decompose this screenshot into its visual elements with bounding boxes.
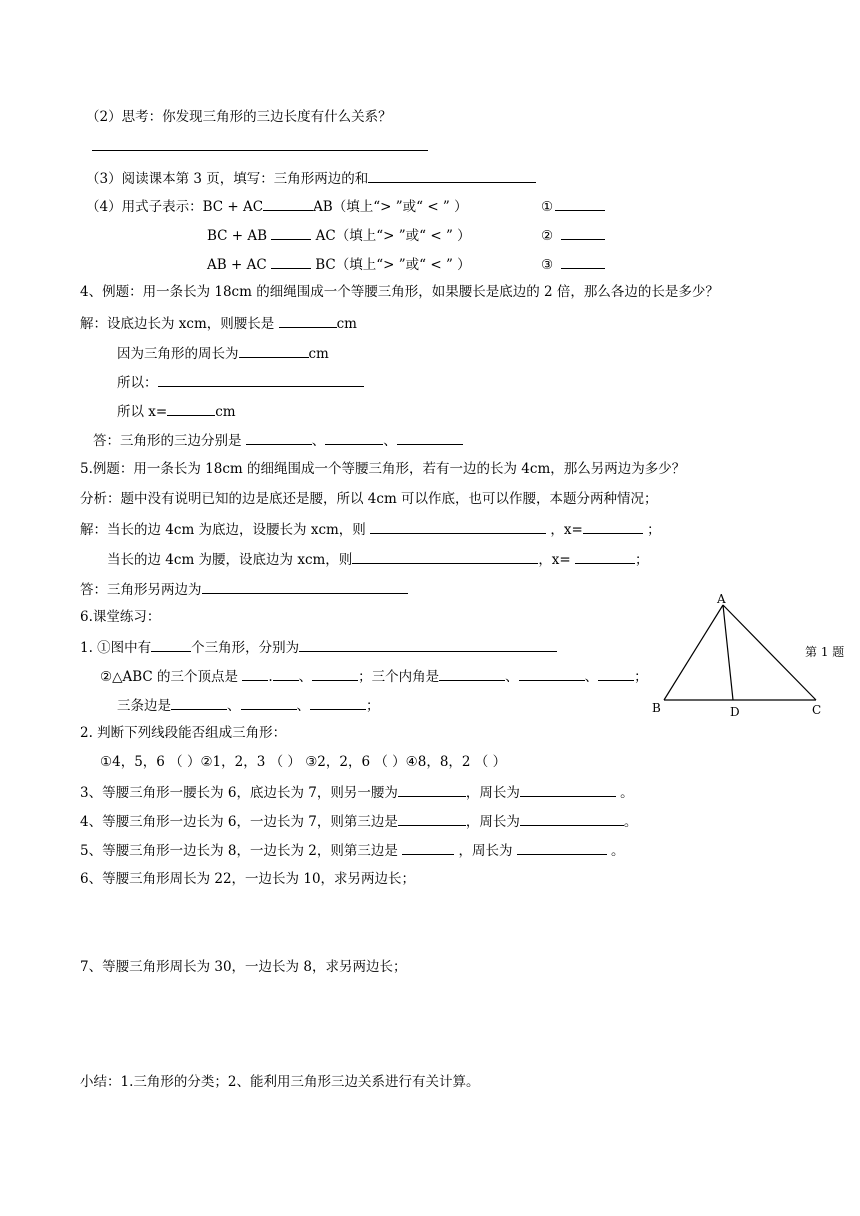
blank: [520, 811, 624, 826]
segment-ad: [723, 605, 733, 700]
blank: [273, 666, 299, 681]
dot: .: [268, 669, 273, 685]
x-text: 所以 x=: [117, 404, 168, 420]
blank: [520, 782, 616, 797]
hint-text: BC（填上“> ”或“ < ” ）: [315, 257, 471, 273]
period: 。: [623, 814, 638, 830]
unit-text: cm: [336, 316, 357, 332]
blank: [271, 225, 311, 240]
expr-text: BC + AB: [207, 228, 268, 244]
separator: 、: [383, 433, 397, 449]
figure-caption: 第 1 题: [805, 645, 845, 659]
blank: [312, 666, 358, 681]
answer-5-line: [80, 579, 408, 599]
circled-1-row: [541, 196, 605, 216]
blank: [402, 840, 454, 855]
solution-text: 解：设底边长为 xcm，则腰长是: [80, 316, 275, 332]
practice-1-line: [80, 637, 557, 657]
example-4-prompt: 4、例题：用一条长为 18cm 的细绳围成一个等腰三角形，如果腰长是底边的 2 倍，那么各边的长是多少？: [80, 284, 719, 300]
expr-text: （4）用式子表示：BC + AC: [86, 199, 264, 215]
case-base-line: [80, 519, 661, 539]
blank: [561, 225, 605, 240]
blank: [583, 519, 643, 534]
blank: [517, 840, 607, 855]
example-5-prompt: 5.例题：用一条长为 18cm 的细绳围成一个等腰三角形，若有一边的长为 4cm，那么另两边为多少？: [80, 461, 686, 477]
practice-6-line: 6、等腰三角形周长为 22，一边长为 10，求另两边长；: [80, 871, 416, 887]
expr-text: AB + AC: [207, 257, 267, 273]
separator: 、: [505, 669, 519, 685]
hint-text: AC（填上“> ”或“ < ” ）: [315, 228, 471, 244]
practice-text: 3、等腰三角形一腰长为 6，底边长为 7，则另一腰为: [80, 785, 398, 801]
sides-text: 三条边是: [117, 698, 171, 714]
blank: [158, 372, 364, 387]
x-value-line: [117, 401, 236, 421]
period: 。: [620, 785, 634, 801]
practice-1c-line: [117, 695, 380, 715]
practice-4-line: [80, 811, 637, 831]
question-2-think: （2）思考：你发现三角形的三边长度有什么关系？: [86, 109, 392, 125]
practice-5-line: [80, 840, 625, 860]
separator: 、: [298, 669, 313, 685]
blank: [279, 313, 337, 328]
unit-text: cm: [308, 346, 329, 362]
separator: 、: [584, 669, 599, 685]
blank: [439, 666, 505, 681]
blank: [519, 666, 585, 681]
semicolon: ；: [634, 669, 648, 685]
inequality-row-2: [207, 225, 471, 245]
blank: [242, 666, 268, 681]
separator: 、: [227, 698, 241, 714]
vertex-c-label: C: [812, 703, 822, 717]
blank: [239, 343, 309, 358]
blank: [202, 579, 408, 594]
blank: [271, 254, 311, 269]
semicolon: ；: [635, 552, 649, 568]
answer-text: 答：三角形的三边分别是: [93, 433, 242, 449]
perimeter-text: 因为三角形的周长为: [117, 346, 239, 362]
semicolon: ；: [366, 698, 380, 714]
point-d-label: D: [730, 705, 740, 719]
case-text: 当长的边 4cm 为腰，设底边为 xcm，则: [107, 552, 353, 568]
practice-text: 4、等腰三角形一边长为 6，一边长为 7，则第三边是: [80, 814, 398, 830]
separator: 、: [296, 698, 310, 714]
answer-line: [92, 150, 428, 151]
inequality-row-3: [207, 254, 471, 274]
vertex-b-label: B: [652, 701, 661, 715]
blank: [561, 254, 605, 269]
hint-text: AB（填上“> ”或“ < ” ）: [313, 199, 468, 215]
side-ab: [664, 605, 723, 700]
vertex-a-label: A: [717, 592, 726, 606]
practice-heading: 6.课堂练习：: [80, 609, 161, 625]
blank: [167, 401, 215, 416]
practice-2-heading: 2. 判断下列线段能否组成三角形：: [80, 725, 287, 741]
practice-text: ，周长为: [465, 785, 520, 801]
therefore-line: [117, 372, 364, 392]
therefore-text: 所以：: [117, 375, 158, 391]
perimeter-line: [117, 343, 329, 363]
x-text: ，x=: [538, 552, 571, 568]
blank: [241, 695, 297, 710]
blank: [352, 549, 538, 564]
side-ac: [723, 605, 816, 700]
circled-3-row: [541, 254, 605, 274]
practice-text: ，周长为: [465, 814, 520, 830]
triangle-diagram: [640, 590, 860, 720]
answer-4-line: [93, 430, 463, 450]
blank: [151, 637, 191, 652]
triangle-figure: [640, 590, 860, 720]
unit-text: cm: [215, 404, 236, 420]
period: 。: [611, 843, 625, 859]
practice-text: 5、等腰三角形一边长为 8，一边长为 2，则第三边是: [80, 843, 398, 859]
practice-2-options: ①4，5，6 （ ）②1，2，3 （ ） ③2，2，6 （ ）④8，8，2 （ ）: [100, 754, 507, 770]
blank: [555, 196, 605, 211]
blank: [397, 430, 463, 445]
practice-text: 个三角形，分别为: [191, 640, 300, 656]
practice-text: 1. ①图中有: [80, 640, 152, 656]
blank: [246, 430, 312, 445]
x-text: ，x=: [550, 522, 583, 538]
practice-3-line: [80, 782, 634, 802]
blank: [368, 168, 536, 183]
separator: 、: [311, 433, 326, 449]
blank: [370, 519, 546, 534]
blank: [310, 695, 366, 710]
circled-number: ③: [541, 257, 554, 273]
practice-text: ，周长为: [458, 843, 513, 859]
vertices-text: ②△ABC 的三个顶点是: [100, 669, 239, 685]
inequality-row-1: [86, 196, 468, 216]
practice-1b-line: [100, 666, 648, 686]
case-text: 解：当长的边 4cm 为底边，设腰长为 xcm，则: [80, 522, 366, 538]
blank: [398, 811, 466, 826]
question-3-text: （3）阅读课本第 3 页，填写：三角形两边的和: [86, 171, 369, 187]
blank: [299, 637, 557, 652]
circled-2-row: [541, 225, 605, 245]
blank: [171, 695, 227, 710]
question-3-read: [86, 168, 536, 188]
case-leg-line: [107, 549, 649, 569]
blank: [575, 549, 635, 564]
circled-number: ②: [541, 228, 554, 244]
summary-line: 小结：1.三角形的分类；2、能利用三角形三边关系进行有关计算。: [80, 1074, 480, 1090]
example-4-solution-line: [80, 313, 357, 333]
answer-text: 答：三角形另两边为: [80, 582, 202, 598]
practice-7-line: 7、等腰三角形周长为 30，一边长为 8，求另两边长；: [80, 959, 407, 975]
blank: [598, 666, 634, 681]
blank: [398, 782, 466, 797]
circled-number: ①: [541, 199, 554, 215]
angles-text: ；三个内角是: [358, 669, 440, 685]
semicolon: ；: [647, 522, 661, 538]
analysis-line: 分析：题中没有说明已知的边是底还是腰，所以 4cm 可以作底，也可以作腰，本题分两种情况；: [80, 491, 658, 507]
blank: [263, 196, 313, 211]
blank: [325, 430, 383, 445]
